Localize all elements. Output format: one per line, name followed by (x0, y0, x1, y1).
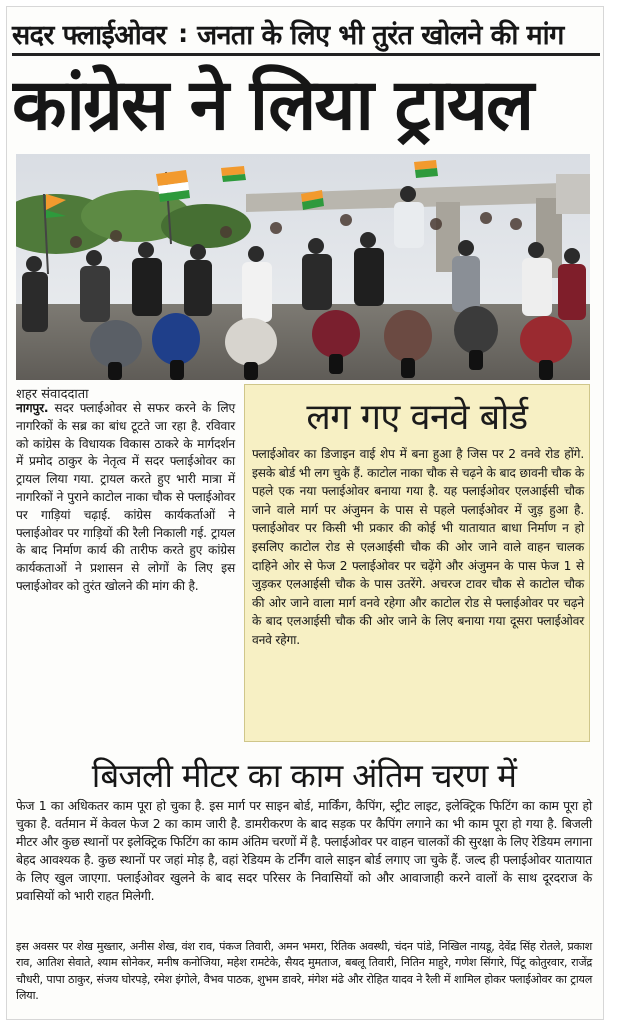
rally-photo (16, 154, 590, 380)
kicker-sub: जनता के लिए भी तुरंत खोलने की मांग (197, 20, 564, 51)
box-title: लग गए वनवे बोर्ड (306, 397, 528, 438)
section-text: फेज 1 का अधिकतर काम पूरा हो चुका है. इस मार्ग पर साइन बोर्ड, मार्किंग, कैपिंग, स्ट्रीट लाइट, इलेक्ट्रिक फिटिंग का काम पूरा हो चुका है. वर्तमान में केवल फेज 2 का काम जारी है. डामरीकरण के बाद सड़क पर कैपिंग लगाने का भी काम पूरा हो गया है. बिजली मीटर और कुछ स्थानों पर इलेक्ट्रिक फिटिंग का काम अंतिम चरणों में है. फ्लाईओवर पर वाहन चालकों की सुरक्षा के लिए रेडियम लगाना बेहद आवश्यक है. कुछ स्थानों पर जहां मोड़ है, वहां रेडियम के टर्निंग वाले साइन बोर्ड लगाए जा चुके हैं. जल्द ही फ्लाईओवर यातायात के लिए खुल जाएगा. फ्लाईओवर खुलने के बाद सदर परिसर के निवासियों को और आवाजाही करने वालों के साथ दूरदराज के प्रवासियों को भारी राहत मिलेगी. (16, 798, 592, 903)
dateline-place: नागपुर. (16, 401, 49, 415)
kicker-main: सदर फ्लाईओवर (12, 20, 167, 51)
main-headline: कांग्रेस ने लिया ट्रायल (12, 63, 533, 146)
lead-article (16, 400, 235, 596)
section-heading: बिजली मीटर का काम अंतिम चरण में (91, 756, 517, 795)
lead-text: सदर फ्लाईओवर से सफर करने के लिए नागरिकों के सब्र का बांध टूटते जा रहा है. रविवार को कांग्रेस के विधायक विकास ठाकरे के मार्गदर्शन में प्रमोद ठाकुर के नेतृत्व में सदर फ्लाईओवर का ट्रायल लिया गया. ट्रायल करते हुए भारी मात्रा में नागरिकों ने पुराने काटोल नाका चौक से फ्लाईओवर पर गाड़ियां चढ़ाई. कांग्रेस कार्यकर्ताओं ने फ्लाईओवर पर गाड़ियों की रैली निकाली गई. ट्रायल के बाद निर्माण कार्य की तारीफ करते हुए कांग्रेस कार्यकताओं ने प्रशासन से लोगों के लिए इस फ्लाईओवर को तुरंत खोलने की मांग की है. (16, 401, 235, 593)
kicker-line (12, 14, 600, 56)
box-text: फ्लाईओवर का डिजाइन वाई शेप में बना हुआ है जिस पर 2 वनवे रोड होंगे. इसके बोर्ड भी लग चुके हैं. काटोल नाका चौक से चढ़ने के बाद छावनी चौक के पहले एक नया फ्लाईओवर बनाया गया है. यह फ्लाईओवर एलआईसी चौक जाने वाले मार्ग पर अंजुमन के पास से पहले फ्लाईओवर में जुड़ हुआ है. फ्लाईओवर पर किसी भी प्रकार की कोई भी यातायात बाधा निर्माण न हो इसलिए काटोल रोड से एलआईसी चौक की ओर जाने वाले वाहन चालक दाहिने ओर से फेज 2 फ्लाईओवर पर चढ़ेंगे और अंजुमन के पास फेज 1 से जुड़कर एलआईसी चौक के पास उतरेंगे. अचरज टावर चौक से काटोल चौक की ओर जाने वाला मार्ग वनवे रहेगा और काटोल रोड से फ्लाईओवर पर चढ़ने के बाद एलआईसी चौक की ओर जाने के लिए बनाया गया दूसरा फ्लाईओवर वनवे रहेगा. (252, 447, 584, 647)
kicker-colon: : (178, 19, 189, 48)
participants-list: इस अवसर पर शेख मुख्तार, अनीस शेख, वंश राव, पंकज तिवारी, अमन भमरा, रितिक अवस्थी, चंदन पांडे, निखिल नायडू, देवेंद्र सिंह रोतले, प्रकाश राव, आतिश सेवाते, श्याम सोनेकर, मनीष कनोजिया, महेश रामटेके, सैयद मुमताज, बबलू तिवारी, नितिन माहुरे, गणेश सिंगारे, पिंटू कोतुरवार, राजेंद्र चौधरी, पापा ठाकुर, संजय घोरपड़े, रमेश इंगोले, वैभव पाठक, शुभम डावरे, मंगेश मंढे और रोहित यादव ने रैली में शामिल होकर फ्लाईओवर का ट्रायल लिया. (16, 940, 592, 1003)
sidebar-box (244, 384, 590, 742)
byline: शहर संवाददाता (16, 387, 89, 402)
